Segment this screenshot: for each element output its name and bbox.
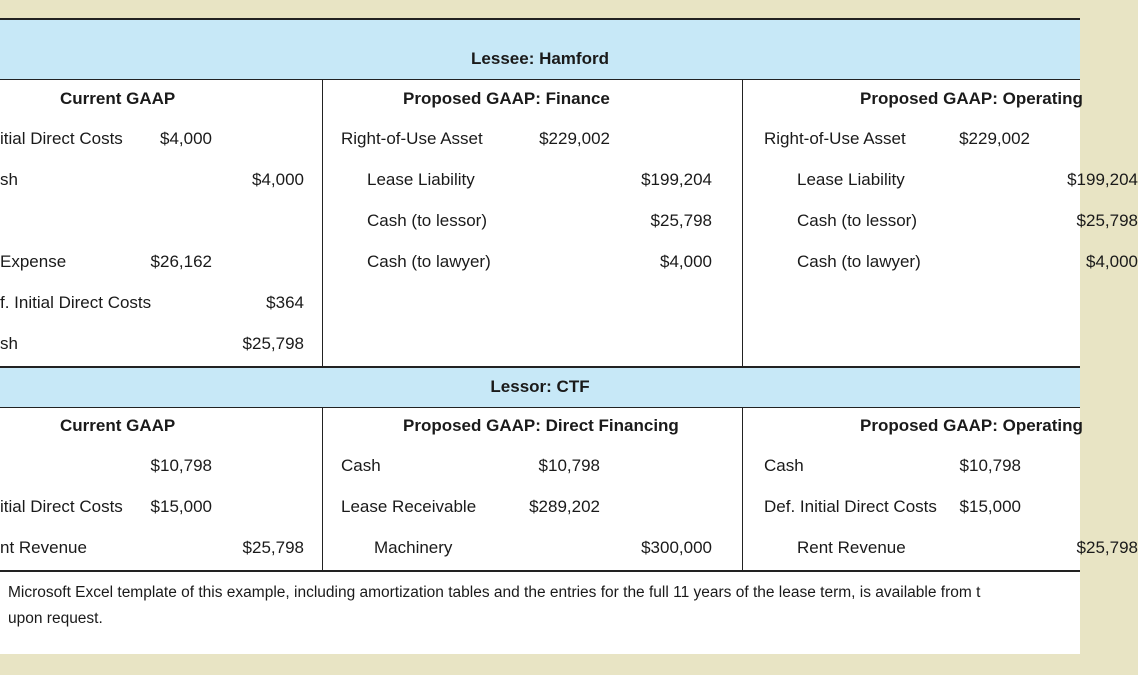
footnote-line-1: Microsoft Excel template of this example, including amortization tables and the entries for the full 11 years of the lease term, is available from t — [8, 584, 981, 601]
debit-amount: $15,000 — [150, 497, 212, 516]
debit-amount: $289,202 — [529, 497, 600, 516]
account-name: nt Revenue — [0, 538, 87, 557]
account-name: Machinery — [374, 538, 453, 557]
debit-amount: $4,000 — [160, 129, 212, 148]
column-divider — [322, 80, 323, 366]
journal-entry-row — [323, 496, 742, 518]
column-divider — [742, 408, 743, 570]
column-divider — [742, 80, 743, 366]
account-name: f. Initial Direct Costs — [0, 293, 152, 312]
credit-amount: $4,000 — [252, 170, 304, 189]
account-name: Cash (to lessor) — [367, 211, 487, 230]
journal-entry-row — [0, 455, 322, 477]
account-name: sh — [0, 334, 18, 353]
account-name: Cash (to lawyer) — [367, 252, 491, 271]
table-bottom-rule — [0, 570, 1080, 572]
debit-amount: $229,002 — [959, 129, 1030, 148]
account-name: Lease Liability — [797, 170, 905, 189]
column-title: Proposed GAAP: Operating — [860, 89, 1083, 108]
footnote — [0, 580, 1100, 632]
journal-entry-row — [0, 496, 322, 518]
debit-amount: $10,798 — [959, 456, 1021, 475]
journal-entry-row — [323, 455, 742, 477]
credit-amount: $4,000 — [660, 252, 712, 271]
credit-amount: $25,798 — [1076, 211, 1138, 230]
credit-amount: $199,204 — [641, 170, 712, 189]
credit-amount: $25,798 — [650, 211, 712, 230]
credit-amount: $25,798 — [242, 538, 304, 557]
column-title: Proposed GAAP: Operating — [860, 416, 1083, 435]
account-name: Rent Revenue — [797, 538, 906, 557]
debit-amount: $26,162 — [150, 252, 212, 271]
credit-amount: $25,798 — [242, 334, 304, 353]
column-title: Proposed GAAP: Finance — [403, 89, 610, 108]
debit-amount: $15,000 — [959, 497, 1021, 516]
footnote-line-2: upon request. — [8, 610, 103, 627]
account-name: Lease Receivable — [341, 497, 477, 516]
top-band — [0, 0, 1080, 18]
journal-entry-row — [323, 537, 742, 559]
lessor-header-text: Lessor: CTF — [490, 377, 590, 396]
credit-amount: $199,204 — [1067, 170, 1138, 189]
journal-entry-row — [743, 537, 1138, 559]
debit-amount: $229,002 — [539, 129, 610, 148]
credit-amount: $25,798 — [1076, 538, 1138, 557]
column-title: Proposed GAAP: Direct Financing — [403, 416, 679, 435]
account-name: Cash — [764, 456, 804, 475]
account-name: Cash (to lessor) — [797, 211, 917, 230]
journal-entry-row — [743, 496, 1080, 518]
account-name: Cash (to lawyer) — [797, 252, 921, 271]
journal-entries-table — [0, 18, 1138, 654]
column-divider — [322, 408, 323, 570]
account-name: Cash — [341, 456, 381, 475]
account-name: itial Direct Costs — [0, 129, 123, 148]
column-title: Current GAAP — [60, 89, 176, 108]
credit-amount: $364 — [266, 293, 304, 312]
lessor-column-2 — [323, 18, 742, 654]
account-name: itial Direct Costs — [0, 497, 123, 516]
account-name: Expense — [0, 252, 67, 271]
credit-amount: $4,000 — [1086, 252, 1138, 271]
account-name: Lease Liability — [367, 170, 475, 189]
credit-amount: $300,000 — [641, 538, 712, 557]
account-name: Def. Initial Direct Costs — [764, 497, 937, 516]
bottom-band — [0, 654, 1080, 675]
lessee-header-text: Lessee: Hamford — [471, 49, 609, 68]
column-title: Current GAAP — [60, 416, 176, 435]
debit-amount: $10,798 — [538, 456, 600, 475]
account-name: Right-of-Use Asset — [764, 129, 906, 148]
journal-entry-row — [0, 537, 322, 559]
account-name: Right-of-Use Asset — [341, 129, 483, 148]
lessor-column-1 — [0, 18, 322, 654]
journal-entry-row — [743, 455, 1080, 477]
account-name: sh — [0, 170, 18, 189]
debit-amount: $10,798 — [150, 456, 212, 475]
